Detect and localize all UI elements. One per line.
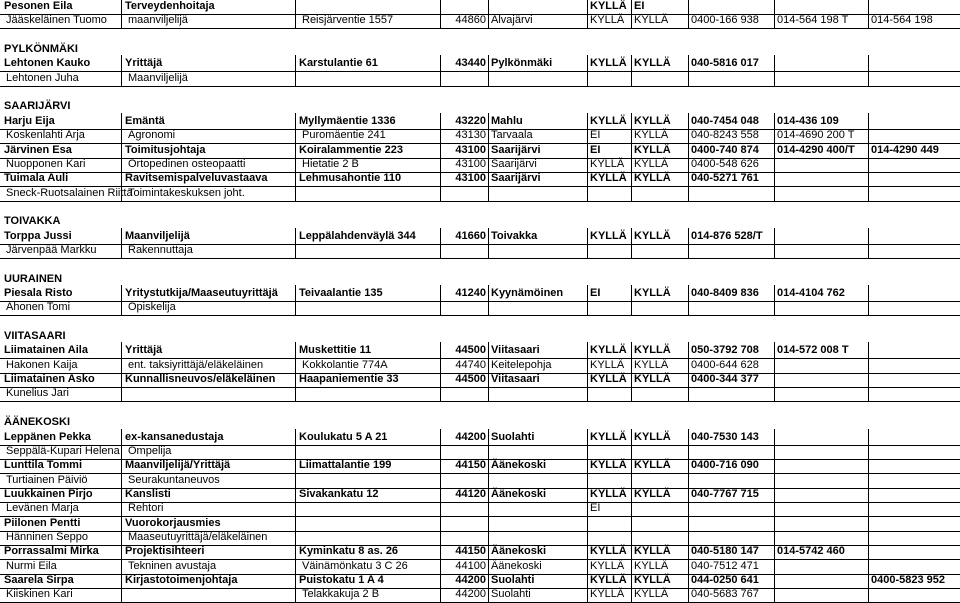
occupation-cell: Vuorokorjausmies: [122, 515, 296, 531]
name-cell: Piesala Risto: [0, 285, 122, 301]
name-cell: Liimatainen Asko: [0, 371, 122, 387]
address-cell: Väinämönkatu 3 C 26: [296, 558, 441, 574]
postal-code-cell: 44740: [441, 357, 489, 373]
section-heading: SAARIJÄRVI: [4, 100, 71, 113]
address-cell: Muskettitie 11: [296, 342, 441, 358]
phone-cell: 0400-740 874: [689, 142, 775, 158]
col-a-cell: KYLLÄ: [588, 228, 632, 244]
postal-code-cell: 44150: [441, 543, 489, 559]
name-cell: Nurmi Eila: [0, 558, 122, 574]
col-b-cell: KYLLÄ: [632, 543, 689, 559]
name-cell: Sneck-Ruotsalainen Riitta: [0, 185, 122, 201]
phone-cell: 040-7767 715: [689, 486, 775, 502]
address-cell: Haapaniementie 33: [296, 371, 441, 387]
col-a-cell: KYLLÄ: [588, 113, 632, 129]
city-cell: Tarvaala: [489, 127, 588, 143]
phone-cell: 0400-548 626: [689, 156, 775, 172]
address-cell: Koiralammentie 223: [296, 142, 441, 158]
postal-code-cell: 44100: [441, 558, 489, 574]
phone-cell: 014-876 528/T: [689, 228, 775, 244]
city-cell: Suolahti: [489, 572, 588, 588]
name-cell: Järvenpää Markku: [0, 242, 122, 258]
city-cell: Äänekoski: [489, 486, 588, 502]
col-b-cell: KYLLÄ: [632, 357, 689, 373]
col-b-cell: KYLLÄ: [632, 486, 689, 502]
phone-other-cell: [869, 586, 960, 602]
name-cell: Leppänen Pekka: [0, 429, 122, 445]
address-cell: Kyminkatu 8 as. 26: [296, 543, 441, 559]
col-b-cell: EI: [632, 0, 689, 14]
name-cell: Nuopponen Kari: [0, 156, 122, 172]
address-cell: Myllymäentie 1336: [296, 113, 441, 129]
occupation-cell: Yritystutkija/Maaseutuyrittäjä: [122, 285, 296, 301]
col-a-cell: KYLLÄ: [588, 457, 632, 473]
occupation-cell: Yrittäjä: [122, 342, 296, 358]
name-cell: Levänen Marja: [0, 500, 122, 516]
occupation-cell: Maaseutuyrittäjä/eläkeläinen: [122, 529, 296, 545]
occupation-cell: Ortopedinen osteopaatti: [122, 156, 296, 172]
phone-work-cell: [775, 586, 869, 602]
col-a-cell: EI: [588, 500, 632, 516]
phone-work-cell: 014-564 198 T: [775, 12, 869, 28]
col-b-cell: KYLLÄ: [632, 142, 689, 158]
city-cell: Viitasaari: [489, 342, 588, 358]
occupation-cell: Rakennuttaja: [122, 242, 296, 258]
col-b-cell: KYLLÄ: [632, 156, 689, 172]
occupation-cell: Ompelija: [122, 443, 296, 459]
section-heading: TOIVAKKA: [4, 215, 61, 228]
name-cell: Tuimala Auli: [0, 170, 122, 186]
name-cell: Harju Eija: [0, 113, 122, 129]
occupation-cell: Maanviljelijä/Yrittäjä: [122, 457, 296, 473]
city-cell: Mahlu: [489, 113, 588, 129]
col-b-cell: KYLLÄ: [632, 429, 689, 445]
address-cell: Kokkolantie 774A: [296, 357, 441, 373]
occupation-cell: ex-kansanedustaja: [122, 429, 296, 445]
col-b-cell: KYLLÄ: [632, 12, 689, 28]
col-a-cell: KYLLÄ: [588, 429, 632, 445]
occupation-cell: Agronomi: [122, 127, 296, 143]
city-cell: Äänekoski: [489, 558, 588, 574]
phone-work-cell: 014-4690 200 T: [775, 127, 869, 143]
phone-cell: 040-8243 558: [689, 127, 775, 143]
col-a-cell: EI: [588, 142, 632, 158]
name-cell: Liimatainen Aila: [0, 342, 122, 358]
occupation-cell: Opiskelija: [122, 299, 296, 315]
name-cell: Luukkainen Pirjo: [0, 486, 122, 502]
col-a-cell: KYLLÄ: [588, 486, 632, 502]
name-cell: Järvinen Esa: [0, 142, 122, 158]
city-cell: Alvajärvi: [489, 12, 588, 28]
postal-code-cell: 43100: [441, 156, 489, 172]
name-cell: Hakonen Kaija: [0, 357, 122, 373]
col-b-cell: KYLLÄ: [632, 170, 689, 186]
name-cell: Ahonen Tomi: [0, 299, 122, 315]
city-cell: Suolahti: [489, 586, 588, 602]
address-cell: Lehmusahontie 110: [296, 170, 441, 186]
name-cell: Lunttila Tommi: [0, 457, 122, 473]
phone-cell: 040-7512 471: [689, 558, 775, 574]
col-b-cell: KYLLÄ: [632, 586, 689, 602]
name-cell: Lehtonen Juha: [0, 70, 122, 86]
address-cell: Teivaalantie 135: [296, 285, 441, 301]
occupation-cell: Projektisihteeri: [122, 543, 296, 559]
city-cell: Pylkönmäki: [489, 55, 588, 71]
col-b-cell: KYLLÄ: [632, 113, 689, 129]
city-cell: Suolahti: [489, 429, 588, 445]
occupation-cell: Maanviljelijä: [122, 70, 296, 86]
name-cell: Koskenlahti Arja: [0, 127, 122, 143]
name-cell: Porrassalmi Mirka: [0, 543, 122, 559]
col-b-cell: KYLLÄ: [632, 371, 689, 387]
phone-cell: 040-5683 767: [689, 586, 775, 602]
col-a-cell: KYLLÄ: [588, 342, 632, 358]
occupation-cell: Ravitsemispalveluvastaava: [122, 170, 296, 186]
postal-code-cell: 43130: [441, 127, 489, 143]
section-heading: ÄÄNEKOSKI: [4, 416, 71, 429]
col-a-cell: EI: [588, 285, 632, 301]
postal-code-cell: 44500: [441, 342, 489, 358]
postal-code-cell: 44200: [441, 572, 489, 588]
col-a-cell: KYLLÄ: [588, 543, 632, 559]
phone-cell: 040-7530 143: [689, 429, 775, 445]
city-cell: Saarijärvi: [489, 156, 588, 172]
city-cell: Toivakka: [489, 228, 588, 244]
name-cell: Lehtonen Kauko: [0, 55, 122, 71]
col-b-cell: KYLLÄ: [632, 457, 689, 473]
postal-code-cell: 41660: [441, 228, 489, 244]
postal-code-cell: 44200: [441, 429, 489, 445]
phone-work-cell: 014-4104 762: [775, 285, 869, 301]
name-cell: Torppa Jussi: [0, 228, 122, 244]
occupation-cell: Kanslisti: [122, 486, 296, 502]
city-cell: Saarijärvi: [489, 142, 588, 158]
name-cell: Piilonen Pentti: [0, 515, 122, 531]
occupation-cell: Seurakuntaneuvos: [122, 472, 296, 488]
phone-other-cell: 014-564 198: [871, 14, 933, 27]
name-cell: Saarela Sirpa: [0, 572, 122, 588]
phone-cell: 0400-166 938: [689, 12, 775, 28]
phone-cell: 0400-716 090: [689, 457, 775, 473]
occupation-cell: Emäntä: [122, 113, 296, 129]
postal-code-cell: 44200: [441, 586, 489, 602]
occupation-cell: ent. taksiyrittäjä/eläkeläinen: [122, 357, 296, 373]
postal-code-cell: 44500: [441, 371, 489, 387]
address-cell: Sivakankatu 12: [296, 486, 441, 502]
address-cell: Puromäentie 241: [296, 127, 441, 143]
occupation-cell: Kunnallisneuvos/eläkeläinen: [122, 371, 296, 387]
postal-code-cell: 43440: [441, 55, 489, 71]
col-b-cell: KYLLÄ: [632, 55, 689, 71]
occupation-cell: Kirjastotoimenjohtaja: [122, 572, 296, 588]
col-a-cell: KYLLÄ: [588, 586, 632, 602]
phone-work-cell: 014-5742 460: [775, 543, 869, 559]
phone-cell: 044-0250 641: [689, 572, 775, 588]
address-cell: Hietatie 2 B: [296, 156, 441, 172]
col-a-cell: EI: [588, 127, 632, 143]
col-b-cell: KYLLÄ: [632, 285, 689, 301]
col-b-cell: KYLLÄ: [632, 228, 689, 244]
address-cell: Reisjärventie 1557: [296, 12, 441, 28]
name-cell: Seppälä-Kupari Helena: [0, 443, 122, 459]
phone-cell: 040-8409 836: [689, 285, 775, 301]
address-cell: Karstulantie 61: [296, 55, 441, 71]
section-heading: PYLKÖNMÄKI: [4, 43, 78, 56]
address-cell: Leppälahdenväylä 344: [296, 228, 441, 244]
name-cell: Pesonen Eila: [0, 0, 122, 14]
address-cell: Telakkakuja 2 B: [296, 586, 441, 602]
phone-cell: 0400-644 628: [689, 357, 775, 373]
col-a-cell: KYLLÄ: [588, 357, 632, 373]
col-a-cell: KYLLÄ: [588, 170, 632, 186]
city-cell: Kyynämöinen: [489, 285, 588, 301]
postal-code-cell: 43220: [441, 113, 489, 129]
col-a-cell: KYLLÄ: [588, 572, 632, 588]
col-a-cell: KYLLÄ: [588, 55, 632, 71]
col-a-cell: KYLLÄ: [588, 0, 632, 14]
table-row: [0, 586, 960, 603]
occupation-cell: Rehtori: [122, 500, 296, 516]
occupation-cell: Terveydenhoitaja: [122, 0, 296, 14]
section-heading: VIITASAARI: [4, 330, 66, 343]
phone-work-cell: 014-572 008 T: [775, 342, 869, 358]
postal-code-cell: 43100: [441, 170, 489, 186]
occupation-cell: [122, 586, 296, 602]
name-cell: Turtiainen Päiviö: [0, 472, 122, 488]
name-cell: Kiiskinen Kari: [0, 586, 122, 602]
phone-cell: 040-5816 017: [689, 55, 775, 71]
name-cell: Hänninen Seppo: [0, 529, 122, 545]
address-cell: Puistokatu 1 A 4: [296, 572, 441, 588]
phone-work-cell: 014-4290 400/T: [775, 142, 869, 158]
address-cell: Liimattalantie 199: [296, 457, 441, 473]
city-cell: Viitasaari: [489, 371, 588, 387]
name-cell: Kunelius Jari: [0, 385, 122, 401]
phone-cell: 040-7454 048: [689, 113, 775, 129]
phone-other-cell: 014-4290 449: [871, 143, 939, 156]
city-cell: Äänekoski: [489, 543, 588, 559]
postal-code-cell: 44120: [441, 486, 489, 502]
occupation-cell: maanviljelijä: [122, 12, 296, 28]
occupation-cell: Tekninen avustaja: [122, 558, 296, 574]
city-cell: Saarijärvi: [489, 170, 588, 186]
col-a-cell: KYLLÄ: [588, 12, 632, 28]
occupation-cell: Yrittäjä: [122, 55, 296, 71]
col-a-cell: KYLLÄ: [588, 156, 632, 172]
phone-cell: 040-5271 761: [689, 170, 775, 186]
phone-cell: 0400-344 377: [689, 371, 775, 387]
col-b-cell: KYLLÄ: [632, 558, 689, 574]
occupation-cell: Toimitusjohtaja: [122, 142, 296, 158]
phone-other-cell: 0400-5823 952: [871, 574, 946, 586]
postal-code-cell: 44150: [441, 457, 489, 473]
address-cell: Koulukatu 5 A 21: [296, 429, 441, 445]
col-b-cell: KYLLÄ: [632, 127, 689, 143]
postal-code-cell: 43100: [441, 142, 489, 158]
phone-work-cell: 014-436 109: [775, 113, 869, 129]
col-a-cell: KYLLÄ: [588, 558, 632, 574]
name-cell: Jääskeläinen Tuomo: [0, 12, 122, 28]
section-heading: UURAINEN: [4, 272, 63, 285]
occupation-cell: Toimintakeskuksen joht.: [122, 185, 296, 201]
city-cell: Äänekoski: [489, 457, 588, 473]
postal-code-cell: 44860: [441, 12, 489, 28]
postal-code-cell: 41240: [441, 285, 489, 301]
city-cell: Keitelepohja: [489, 357, 588, 373]
occupation-cell: Maanviljelijä: [122, 228, 296, 244]
phone-cell: 040-5180 147: [689, 543, 775, 559]
col-b-cell: KYLLÄ: [632, 342, 689, 358]
col-b-cell: KYLLÄ: [632, 572, 689, 588]
col-a-cell: KYLLÄ: [588, 371, 632, 387]
phone-cell: 050-3792 708: [689, 342, 775, 358]
